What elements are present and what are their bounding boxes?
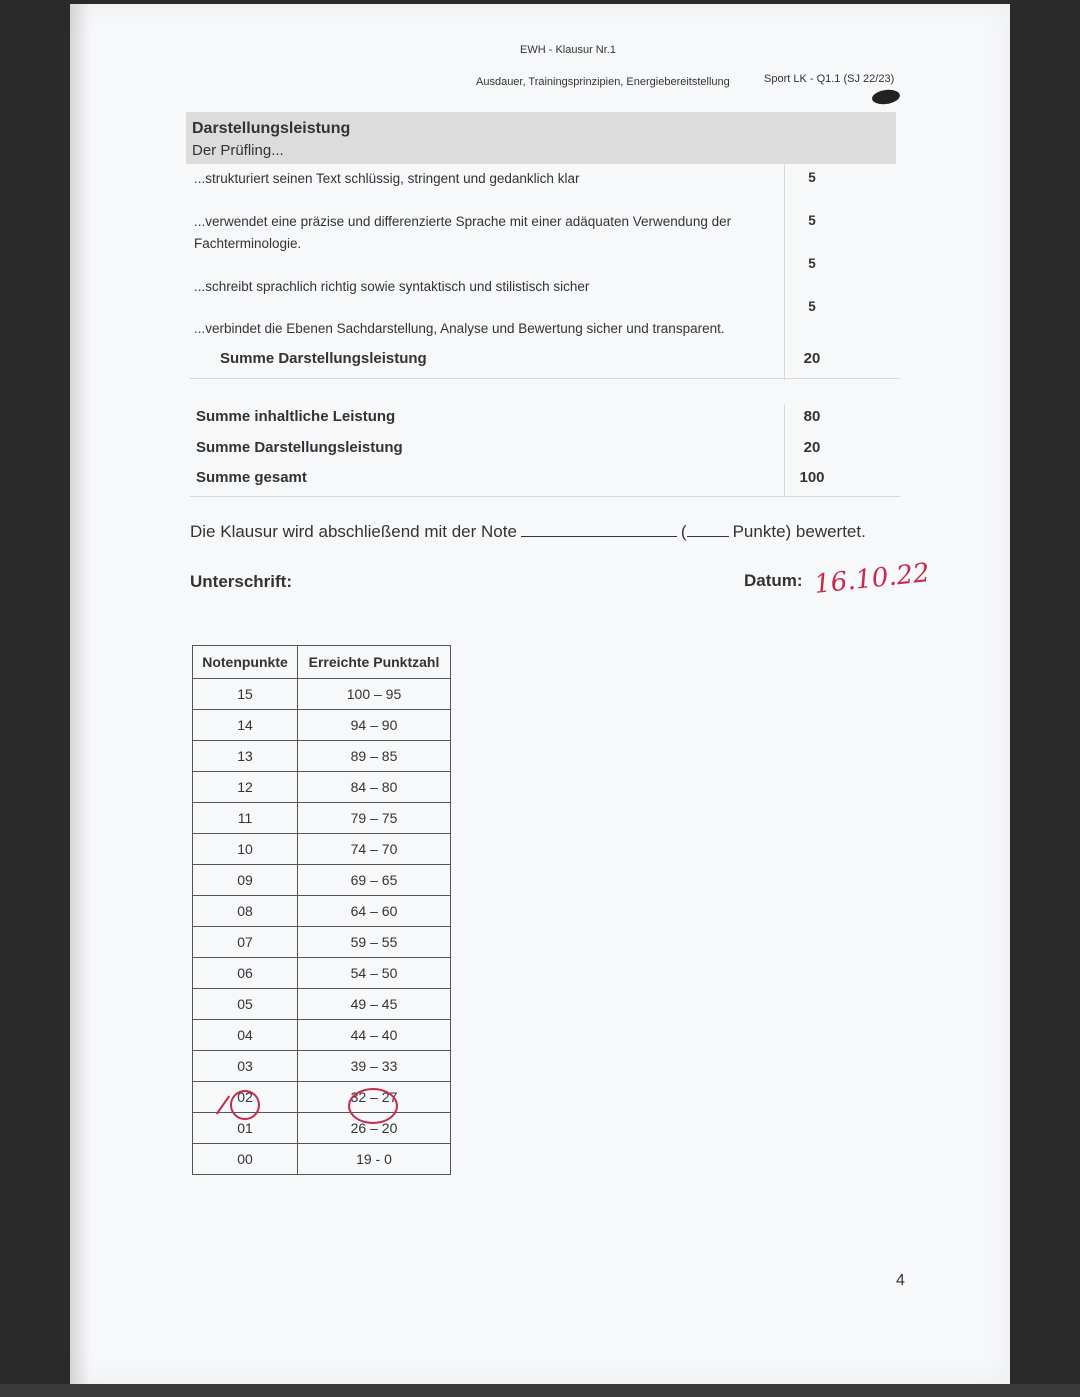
totals-divider	[784, 404, 785, 496]
score-range-cell: 26 – 20	[298, 1113, 451, 1144]
table-row	[193, 710, 451, 741]
grade-points-cell: 05	[193, 989, 298, 1020]
score-range-cell: 100 – 95	[298, 679, 451, 710]
table-row	[193, 741, 451, 772]
score-range-cell: 79 – 75	[298, 803, 451, 834]
points-blank	[687, 520, 729, 537]
grade-points-cell: 03	[193, 1051, 298, 1082]
exam-topic: Ausdauer, Trainingsprinzipien, Energiebereitstellung	[476, 76, 730, 88]
table-row	[193, 834, 451, 865]
grade-points-cell: 04	[193, 1020, 298, 1051]
total-overall-value: 100	[799, 469, 825, 486]
criterion-3: ...schreibt sprachlich richtig sowie syntaktisch und stilistisch sicher	[194, 279, 590, 294]
score-range-cell: 54 – 50	[298, 958, 451, 989]
score-range-cell: 59 – 55	[298, 927, 451, 958]
subtotal-rule	[190, 378, 900, 379]
table-row	[193, 1144, 451, 1175]
signature-label: Unterschrift:	[190, 572, 293, 591]
grade-points-cell: 11	[193, 803, 298, 834]
total-content-label: Summe inhaltliche Leistung	[196, 408, 396, 425]
table-row	[193, 679, 451, 710]
total-content-value: 80	[803, 408, 821, 425]
column-divider	[784, 164, 785, 380]
table-row	[193, 927, 451, 958]
score-range-cell: 69 – 65	[298, 865, 451, 896]
desk-edge	[0, 1384, 1080, 1397]
total-overall-label: Summe gesamt	[196, 469, 307, 486]
grade-sentence-start: Die Klausur wird abschließend mit der Note	[190, 522, 517, 541]
handwritten-date: 16.10.22	[812, 558, 932, 600]
grade-sentence	[190, 520, 866, 542]
exam-header: EWH - Klausur Nr.1	[520, 44, 616, 56]
ink-blot	[871, 88, 901, 106]
criterion-2: ...verwendet eine präzise und differenzierte Sprache mit einer adäquaten Verwendung der Fachterminologie.	[194, 214, 732, 251]
circle-mark-score	[348, 1088, 398, 1124]
grade-table	[192, 645, 451, 1175]
score-range-cell: 49 – 45	[298, 989, 451, 1020]
grade-points-cell: 02	[193, 1082, 298, 1113]
grade-points-cell: 09	[193, 865, 298, 896]
criterion-3-points: 5	[808, 256, 816, 271]
grade-points-cell: 13	[193, 741, 298, 772]
table-row	[193, 865, 451, 896]
totals-rule	[190, 496, 900, 497]
criterion-4-points: 5	[808, 299, 816, 314]
score-range-cell: 64 – 60	[298, 896, 451, 927]
grade-points-cell: 01	[193, 1113, 298, 1144]
score-range-cell: 19 - 0	[298, 1144, 451, 1175]
total-presentation-value: 20	[803, 439, 821, 456]
grade-points-cell: 06	[193, 958, 298, 989]
grade-points-cell: 00	[193, 1144, 298, 1175]
grade-points-cell: 15	[193, 679, 298, 710]
total-presentation-label: Summe Darstellungsleistung	[196, 439, 403, 456]
subtotal-label: Summe Darstellungsleistung	[220, 350, 427, 367]
section-title: Darstellungsleistung	[192, 120, 351, 137]
exam-page	[70, 4, 1010, 1384]
grade-points-cell: 10	[193, 834, 298, 865]
criterion-2-points: 5	[808, 213, 816, 228]
subtotal-value: 20	[803, 350, 821, 367]
grade-header-score: Erreichte Punktzahl	[298, 646, 451, 679]
grade-header-points: Notenpunkte	[193, 646, 298, 679]
section-subtitle: Der Prüfling...	[192, 142, 284, 159]
grade-points-cell: 12	[193, 772, 298, 803]
table-row	[193, 803, 451, 834]
section-header	[186, 112, 896, 164]
score-range-cell: 32 – 27	[298, 1082, 451, 1113]
score-range-cell: 94 – 90	[298, 710, 451, 741]
score-range-cell: 39 – 33	[298, 1051, 451, 1082]
page-number: 4	[896, 1272, 905, 1289]
grade-blank	[521, 520, 677, 537]
score-range-cell: 89 – 85	[298, 741, 451, 772]
table-row	[193, 772, 451, 803]
circle-mark-grade	[230, 1090, 260, 1120]
grade-points-cell: 08	[193, 896, 298, 927]
score-range-cell: 74 – 70	[298, 834, 451, 865]
table-row	[193, 958, 451, 989]
table-row	[193, 896, 451, 927]
grade-points-cell: 07	[193, 927, 298, 958]
criterion-4: ...verbindet die Ebenen Sachdarstellung, Analyse und Bewertung sicher und transparent.	[194, 321, 725, 336]
criterion-1-points: 5	[808, 170, 816, 185]
table-row	[193, 1051, 451, 1082]
grade-table-header	[193, 646, 451, 679]
grade-paren: (	[680, 522, 687, 541]
table-row	[193, 989, 451, 1020]
table-row	[193, 1020, 451, 1051]
course-label: Sport LK - Q1.1 (SJ 22/23)	[764, 73, 895, 85]
score-range-cell: 84 – 80	[298, 772, 451, 803]
criterion-1: ...strukturiert seinen Text schlüssig, stringent und gedanklich klar	[194, 171, 580, 186]
score-range-cell: 44 – 40	[298, 1020, 451, 1051]
grade-points-cell: 14	[193, 710, 298, 741]
date-label: Datum:	[744, 571, 803, 590]
grade-sentence-end: Punkte) bewertet.	[732, 522, 866, 541]
table-row	[193, 1113, 451, 1144]
